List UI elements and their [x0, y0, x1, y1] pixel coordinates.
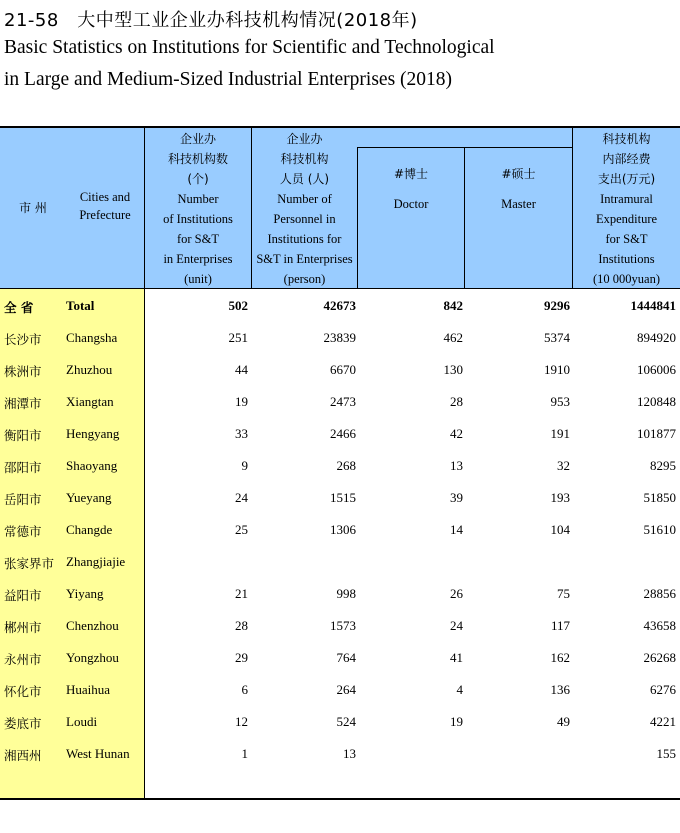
cell-inst: 19 [235, 394, 248, 409]
cell-inst: 21 [235, 586, 248, 601]
header-expenditure: 科技机构 内部经费 支出(万元) Intramural Expenditure for S&T Institutions (10 000yuan) [593, 132, 660, 286]
cell-inst: 44 [235, 362, 248, 377]
table-row [0, 674, 680, 706]
cell-cn: 常德市 [4, 524, 42, 539]
cell-doc: 842 [443, 298, 463, 313]
cell-mas: 104 [550, 522, 570, 537]
cell-exp: 6276 [650, 682, 676, 697]
header-city-en: Cities and Prefecture [79, 190, 131, 222]
cell-mas: 117 [550, 618, 570, 633]
cell-pers: 998 [336, 586, 356, 601]
cell-doc: 19 [450, 714, 463, 729]
cell-en: Zhuzhou [66, 362, 113, 377]
cell-inst: 6 [241, 682, 248, 697]
table-row [0, 642, 680, 674]
cell-inst: 25 [235, 522, 248, 537]
table-row [0, 578, 680, 610]
cell-inst: 29 [235, 650, 248, 665]
cell-pers: 1573 [330, 618, 356, 633]
cell-pers: 268 [336, 458, 356, 473]
cell-pers: 42673 [323, 298, 356, 313]
cell-pers: 23839 [323, 330, 356, 345]
cell-inst: 1 [241, 746, 248, 761]
cell-mas: 953 [550, 394, 570, 409]
cell-cn: 娄底市 [4, 716, 42, 731]
cell-en: Chenzhou [66, 618, 119, 633]
table-row [0, 354, 680, 386]
cell-en: Changde [66, 522, 113, 537]
cell-pers: 524 [336, 714, 356, 729]
cell-doc: 13 [450, 458, 463, 473]
table-row [0, 386, 680, 418]
table-row [0, 738, 680, 770]
cell-en: Yueyang [66, 490, 112, 505]
cell-en: Zhangjiajie [66, 554, 126, 569]
cell-inst: 9 [241, 458, 248, 473]
cell-en: Shaoyang [66, 458, 118, 473]
cell-en: Xiangtan [66, 394, 114, 409]
cell-inst: 28 [235, 618, 248, 633]
table-title-cn: 21-58 大中型工业企业办科技机构情况(2018年) [4, 10, 418, 31]
cell-inst: 502 [228, 298, 248, 313]
cell-cn: 湘潭市 [4, 396, 42, 411]
cell-cn: 张家界市 [4, 556, 55, 571]
cell-mas: 1910 [544, 362, 570, 377]
cell-exp: 51850 [643, 490, 676, 505]
cell-doc: 28 [450, 394, 463, 409]
cell-cn: 邵阳市 [4, 460, 42, 475]
table-title-en-line1: Basic Statistics on Institutions for Scientific and Technological [4, 37, 495, 58]
cell-doc: 462 [443, 330, 463, 345]
cell-mas: 9296 [544, 298, 570, 313]
cell-inst: 12 [235, 714, 248, 729]
cell-exp: 894920 [637, 330, 676, 345]
table-row [0, 546, 680, 578]
cell-cn: 怀化市 [4, 684, 42, 699]
cell-pers: 264 [336, 682, 356, 697]
cell-exp: 8295 [650, 458, 676, 473]
cell-mas: 162 [550, 650, 570, 665]
cell-en: Huaihua [66, 682, 111, 697]
cell-cn: 衡阳市 [4, 428, 42, 443]
cell-doc: 130 [443, 362, 463, 377]
cell-pers: 2466 [330, 426, 356, 441]
table-bottom-rule [0, 798, 680, 800]
cell-exp: 43658 [643, 618, 676, 633]
header-institutions: 企业办 科技机构数 (个) Number of Institutions for S&T in Enterprises (unit) [163, 132, 233, 286]
cell-en: Hengyang [66, 426, 120, 441]
cell-mas: 5374 [544, 330, 570, 345]
cell-pers: 13 [343, 746, 356, 761]
cell-cn: 郴州市 [4, 620, 42, 635]
cell-doc: 24 [450, 618, 463, 633]
cell-exp: 120848 [637, 394, 676, 409]
cell-exp: 106006 [637, 362, 676, 377]
table-title-en-line2: in Large and Medium-Sized Industrial Enterprises (2018) [4, 69, 453, 90]
table-row [0, 322, 680, 354]
header-doctor: #博士 Doctor [393, 167, 429, 211]
cell-cn: 株洲市 [4, 364, 42, 379]
cell-en: Yongzhou [66, 650, 119, 665]
cell-mas: 136 [550, 682, 570, 697]
cell-mas: 191 [550, 426, 570, 441]
cell-cn: 永州市 [4, 652, 42, 667]
cell-pers: 6670 [330, 362, 356, 377]
cell-mas: 193 [550, 490, 570, 505]
cell-inst: 24 [235, 490, 248, 505]
header-personnel: 企业办 科技机构 人员 (人) Number of Personnel in Institutions for S&T in Enterprises (person) [256, 132, 353, 286]
cell-exp: 26268 [643, 650, 676, 665]
cell-mas: 32 [557, 458, 570, 473]
cell-pers: 764 [336, 650, 356, 665]
cell-exp: 4221 [650, 714, 676, 729]
cell-doc: 41 [450, 650, 463, 665]
table-row-total [0, 290, 680, 322]
table-row [0, 482, 680, 514]
header-city-cn: 市 州 [19, 201, 47, 215]
cell-cn: 益阳市 [4, 588, 42, 603]
cell-en: Total [66, 298, 95, 313]
cell-exp: 1444841 [630, 298, 676, 313]
cell-doc: 26 [450, 586, 463, 601]
cell-mas: 75 [557, 586, 570, 601]
cell-pers: 1515 [330, 490, 356, 505]
cell-mas: 49 [557, 714, 570, 729]
cell-exp: 155 [656, 746, 676, 761]
cell-cn: 湘西州 [4, 748, 42, 763]
cell-exp: 28856 [643, 586, 676, 601]
table-row [0, 610, 680, 642]
cell-en: West Hunan [66, 746, 130, 761]
cell-doc: 39 [450, 490, 463, 505]
cell-doc: 4 [456, 682, 463, 697]
cell-pers: 1306 [330, 522, 356, 537]
cell-cn: 岳阳市 [4, 492, 42, 507]
cell-en: Loudi [66, 714, 98, 729]
cell-cn: 长沙市 [4, 332, 42, 347]
cell-doc: 42 [450, 426, 463, 441]
table-row [0, 514, 680, 546]
cell-inst: 33 [235, 426, 248, 441]
cell-exp: 51610 [643, 522, 676, 537]
cell-exp: 101877 [637, 426, 676, 441]
table-row [0, 450, 680, 482]
cell-inst: 251 [228, 330, 248, 345]
cell-en: Changsha [66, 330, 118, 345]
table-row [0, 418, 680, 450]
header-master: #硕士 Master [501, 167, 536, 211]
table-row [0, 706, 680, 738]
cell-pers: 2473 [330, 394, 356, 409]
cell-en: Yiyang [66, 586, 104, 601]
cell-doc: 14 [450, 522, 463, 537]
cell-cn: 全 省 [4, 300, 34, 315]
